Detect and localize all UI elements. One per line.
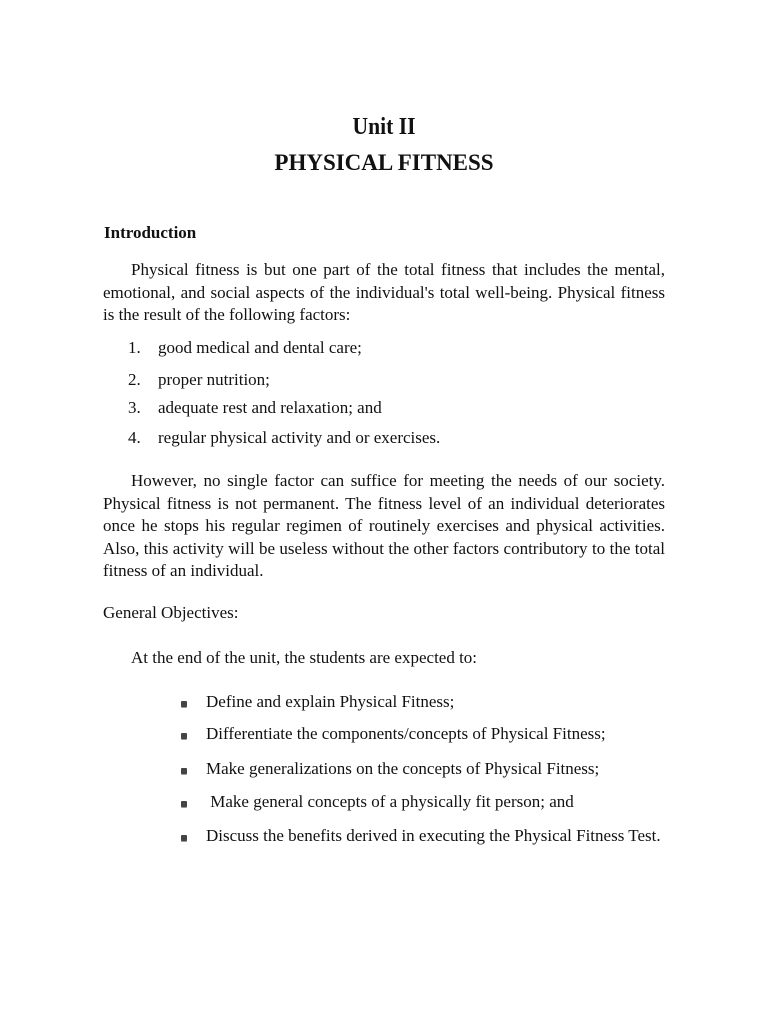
list-item-number: 3. <box>128 398 141 417</box>
list-item <box>181 724 606 744</box>
list-item <box>181 792 574 812</box>
list-item-text: Make generalizations on the concepts of Physical Fitness; <box>206 759 600 778</box>
bullet-icon <box>181 701 187 707</box>
page-title: PHYSICAL FITNESS <box>274 150 494 175</box>
list-item-number: 1. <box>128 338 141 357</box>
list-item-text: adequate rest and relaxation; and <box>158 398 382 417</box>
list-item <box>128 370 270 390</box>
bullet-icon <box>181 768 187 774</box>
objectives-heading: General Objectives: <box>103 603 239 622</box>
objectives-intro: At the end of the unit, the students are expected to: <box>131 648 478 667</box>
list-item <box>181 759 599 779</box>
list-item <box>128 428 440 448</box>
list-item-text: Make general concepts of a physically fit person; and <box>206 792 574 811</box>
list-item <box>181 692 454 712</box>
list-item-number: 4. <box>128 428 141 447</box>
list-item <box>181 826 661 846</box>
list-item <box>128 338 362 358</box>
list-item-text: regular physical activity and or exercises. <box>158 428 441 447</box>
unit-label: Unit II <box>352 114 416 140</box>
introduction-paragraph-2: However, no single factor can suffice for meeting the needs of our society. Physical fitness is not permanent. The fitness level of an individual deteriorates once he stops his regular regimen of routinely exercises and physical activities. Also, this activity will be useless without the other factors contributory to the total fitness of an individual. <box>103 471 665 580</box>
list-item-text: Discuss the benefits derived in executing the Physical Fitness Test. <box>206 826 661 845</box>
introduction-heading: Introduction <box>104 223 197 242</box>
list-item-text: proper nutrition; <box>158 370 270 389</box>
list-item-text: Define and explain Physical Fitness; <box>206 692 455 711</box>
list-item-text: good medical and dental care; <box>158 338 362 357</box>
list-item <box>128 398 382 418</box>
bullet-icon <box>181 733 187 739</box>
introduction-paragraph-1: Physical fitness is but one part of the total fitness that includes the mental, emotional, and social aspects of the individual's total well-being. Physical fitness is the result of the following factors: <box>103 260 665 324</box>
bullet-icon <box>181 835 187 841</box>
list-item-text: Differentiate the components/concepts of Physical Fitness; <box>206 724 606 743</box>
bullet-icon <box>181 801 187 807</box>
list-item-number: 2. <box>128 370 141 389</box>
